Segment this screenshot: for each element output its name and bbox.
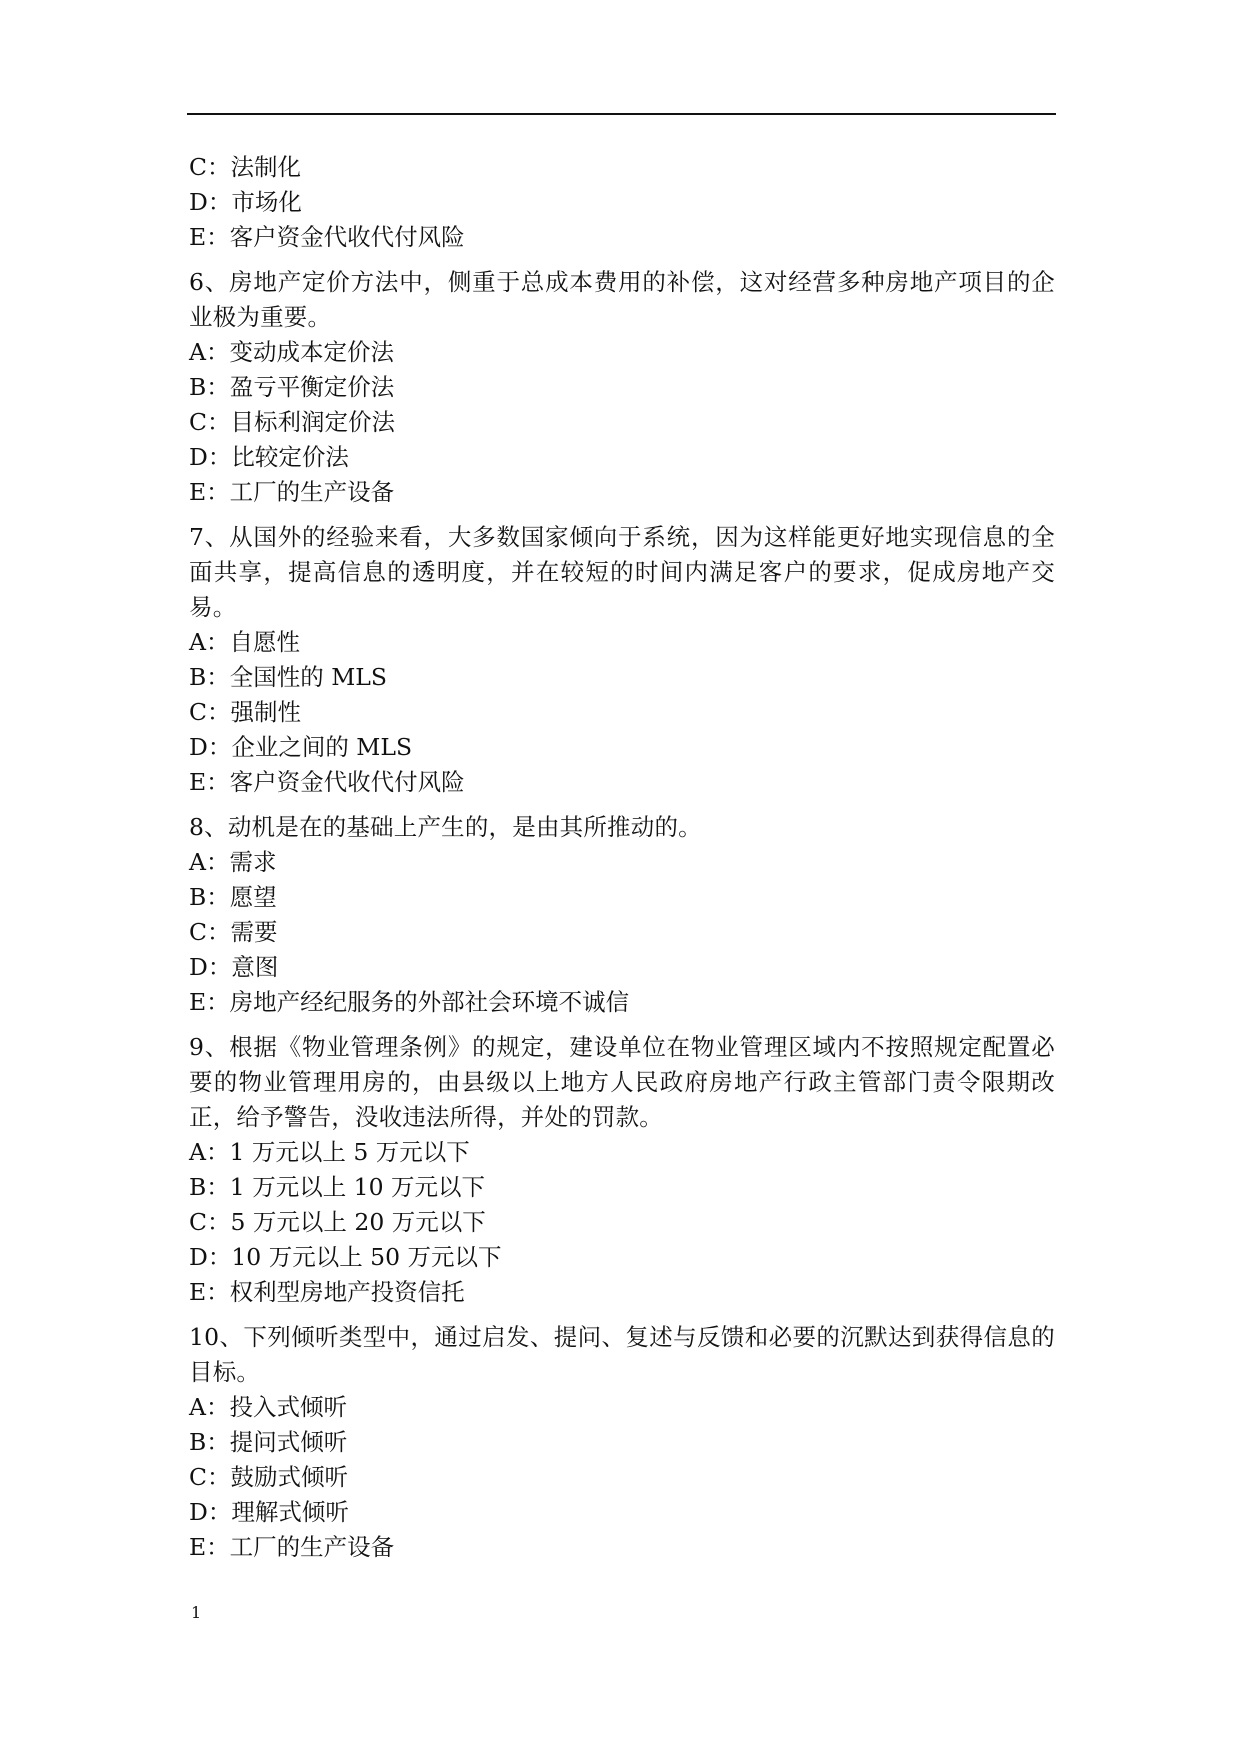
option-e: E：工厂的生产设备 (189, 478, 395, 506)
option-b: B：提问式倾听 (189, 1428, 348, 1456)
question-10 (189, 1320, 1055, 1565)
option-d: D：10 万元以上 50 万元以下 (189, 1243, 502, 1271)
option-e: E：客户资金代收代付风险 (189, 768, 465, 796)
option-d: D：理解式倾听 (189, 1498, 349, 1526)
page-number: 1 (191, 1603, 202, 1622)
option-e: E：工厂的生产设备 (189, 1533, 395, 1561)
option-e: E：权利型房地产投资信托 (189, 1278, 465, 1306)
option-b: B：1 万元以上 10 万元以下 (189, 1173, 486, 1201)
question-text: 6、房地产定价方法中，侧重于总成本费用的补偿，这对经营多种房地产项目的企业极为重要。 (189, 268, 1055, 331)
option-b: B：盈亏平衡定价法 (189, 373, 395, 401)
option-e: E：房地产经纪服务的外部社会环境不诚信 (189, 988, 630, 1016)
document-body (189, 150, 1055, 1565)
question-text: 10、下列倾听类型中，通过启发、提问、复述与反馈和必要的沉默达到获得信息的目标。 (189, 1323, 1055, 1386)
option-a: A：变动成本定价法 (189, 338, 394, 366)
option-a: A：自愿性 (189, 628, 300, 656)
question-text: 7、从国外的经验来看，大多数国家倾向于系统，因为这样能更好地实现信息的全面共享，提高信息的透明度，并在较短的时间内满足客户的要求，促成房地产交易。 (189, 523, 1055, 621)
option-c: C：目标利润定价法 (189, 408, 395, 436)
option-c: C：需要 (189, 918, 278, 946)
question-text: 9、根据《物业管理条例》的规定，建设单位在物业管理区域内不按照规定配置必要的物业管理用房的，由县级以上地方人民政府房地产行政主管部门责令限期改正，给予警告，没收违法所得，并处的罚款。 (189, 1033, 1055, 1131)
question-9 (189, 1030, 1055, 1310)
question-6 (189, 265, 1055, 510)
option-b: B：愿望 (189, 883, 277, 911)
option-c: C：强制性 (189, 698, 301, 726)
option-a: A：1 万元以上 5 万元以下 (189, 1138, 470, 1166)
option-e-continued: E：客户资金代收代付风险 (189, 223, 465, 251)
option-d: D：比较定价法 (189, 443, 349, 471)
option-c: C：鼓励式倾听 (189, 1463, 348, 1491)
option-d: D：企业之间的 MLS (189, 733, 413, 761)
option-d-continued: D：市场化 (189, 188, 302, 216)
header-rule (187, 113, 1056, 115)
option-b: B：全国性的 MLS (189, 663, 388, 691)
option-a: A：投入式倾听 (189, 1393, 347, 1421)
option-c-continued: C：法制化 (189, 153, 301, 181)
option-a: A：需求 (189, 848, 277, 876)
question-8 (189, 810, 1055, 1020)
option-d: D：意图 (189, 953, 279, 981)
question-text: 8、动机是在的基础上产生的，是由其所推动的。 (189, 813, 702, 841)
question-7 (189, 520, 1055, 800)
option-c: C：5 万元以上 20 万元以下 (189, 1208, 486, 1236)
